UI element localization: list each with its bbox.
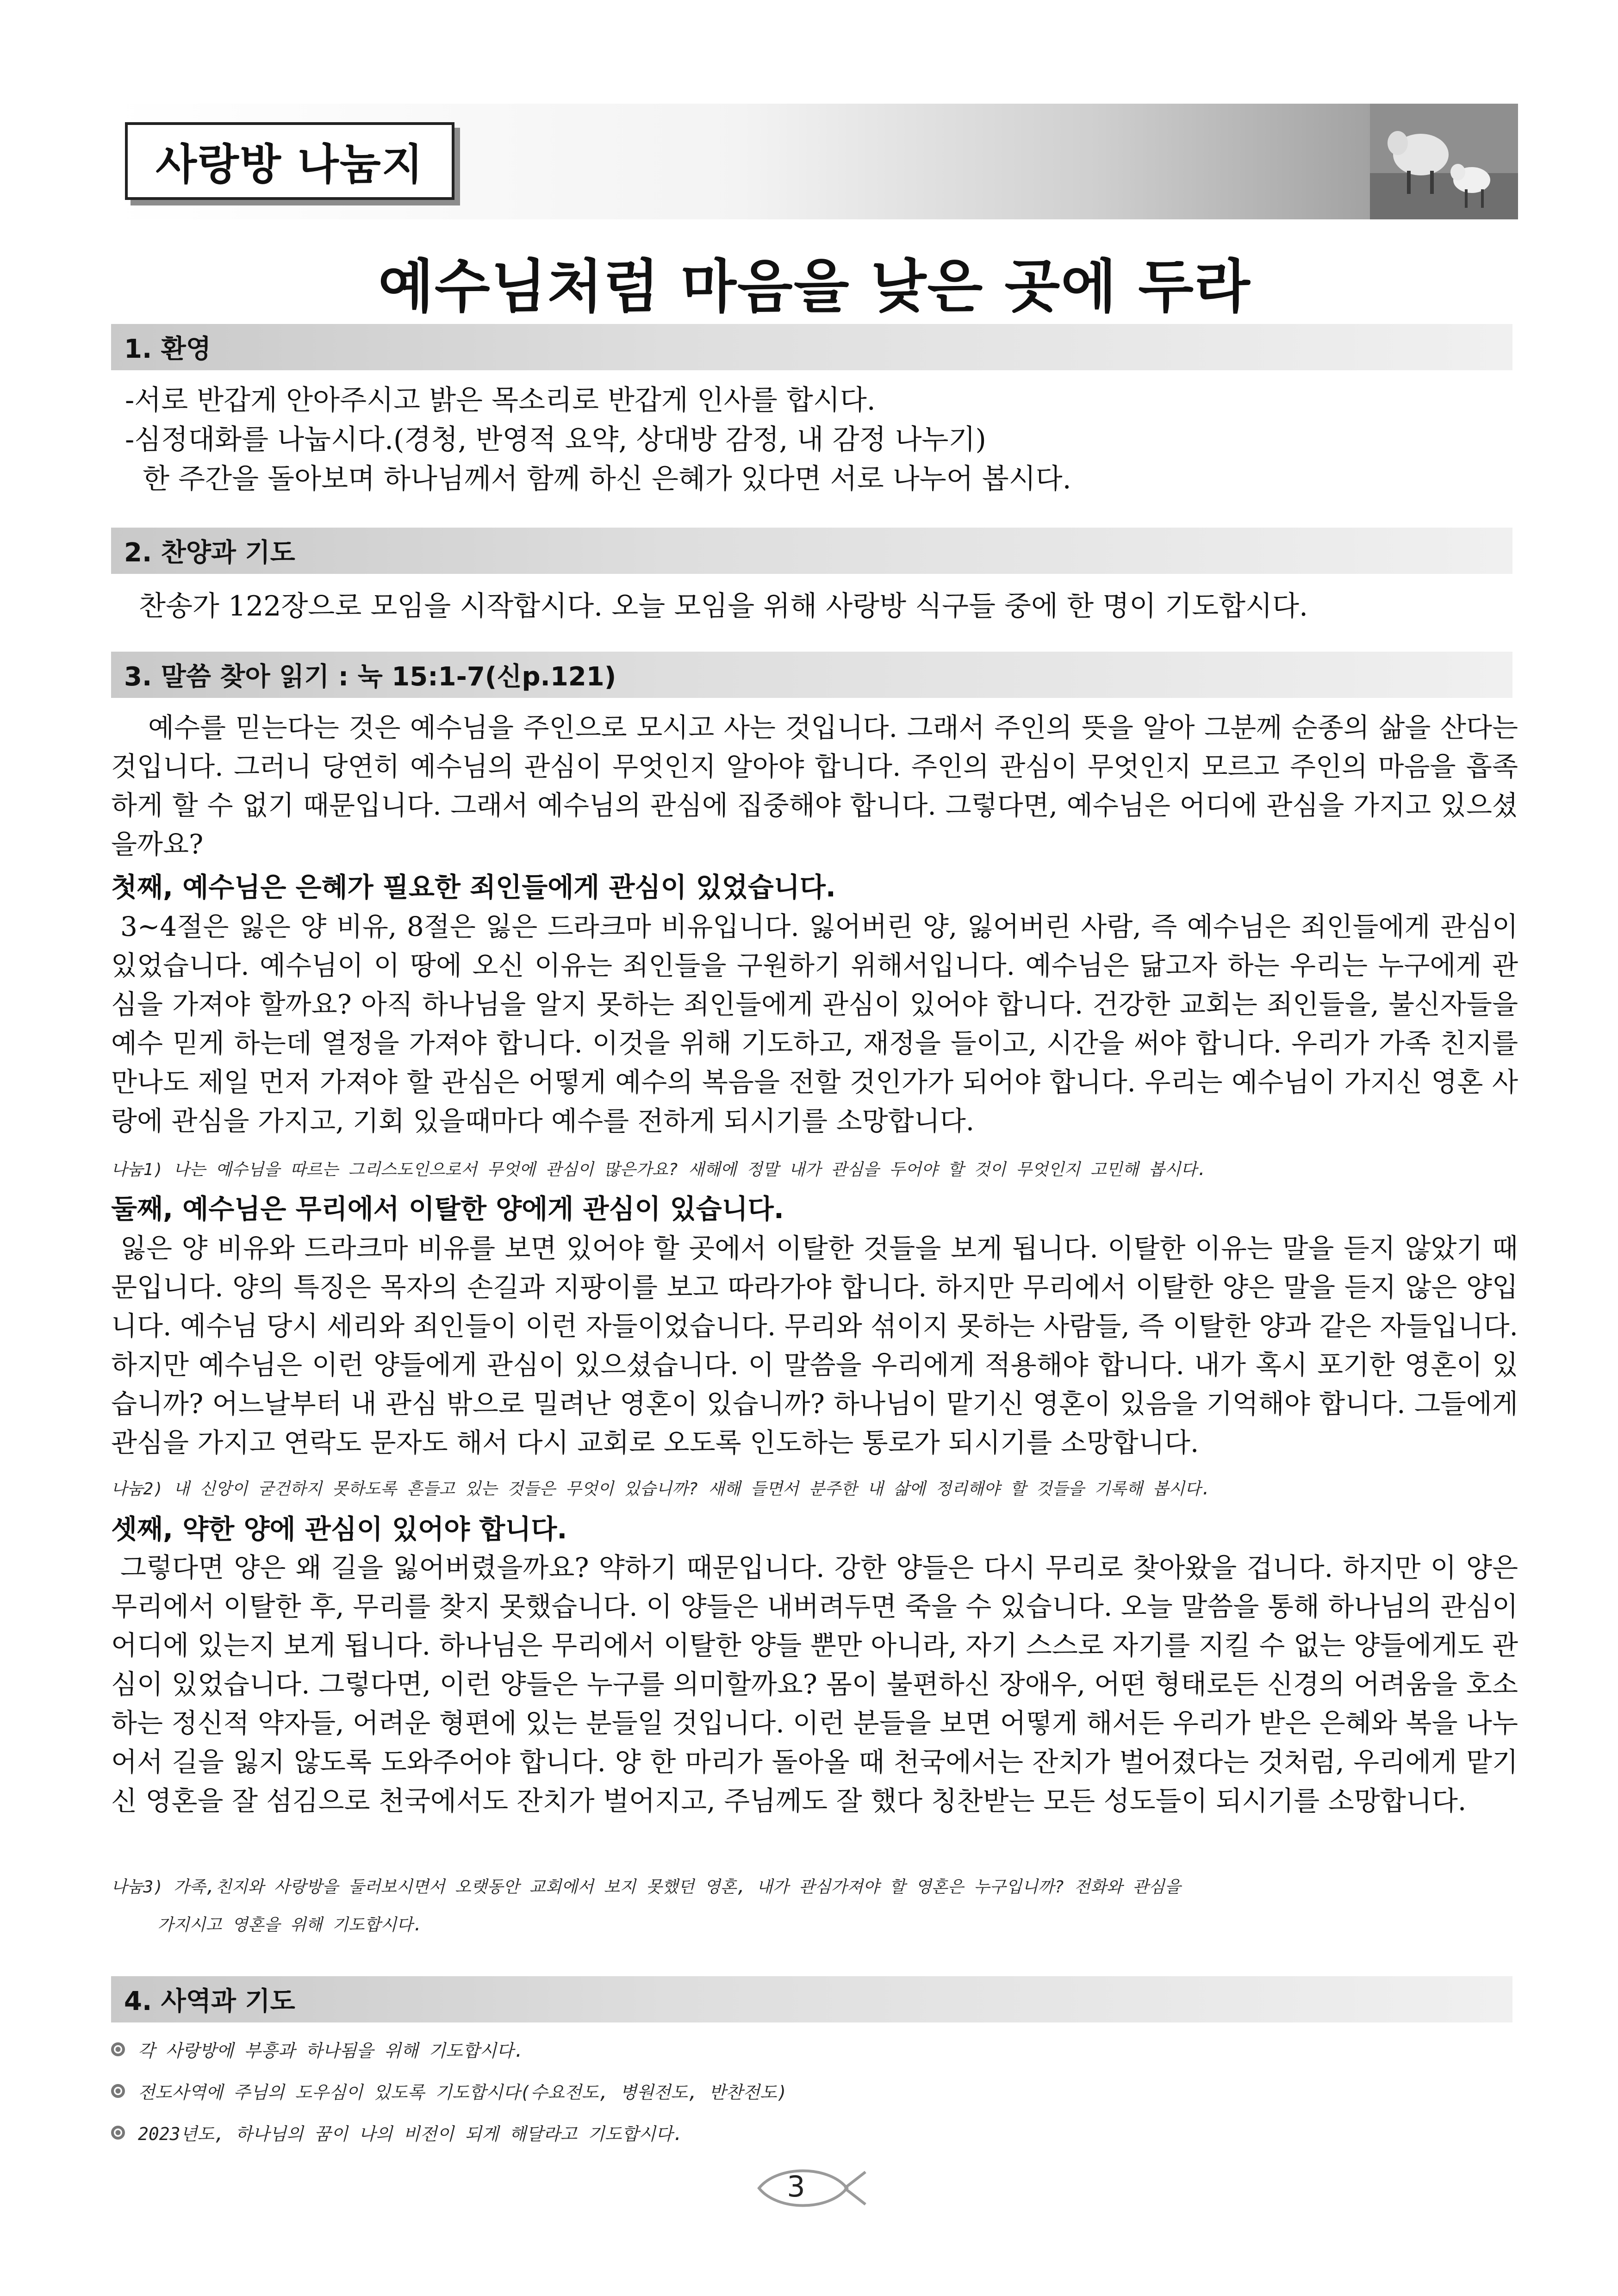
bullet-icon <box>111 2126 125 2140</box>
prayer-item-text: 2023년도, 하나님의 꿈이 나의 비전이 되게 해달라고 기도합시다. <box>138 2124 684 2144</box>
point-1-body: 3~4절은 잃은 양 비유, 8절은 잃은 드라크마 비유입니다. 잃어버린 양, 잃어버린 사람, 즉 예수님은 죄인들에게 관심이 있었습니다. 예수님이 이 땅에 오신 이유는 죄인들을 구원하기 위해서입니다. 예수님은 닮고자 하는 우리는 누구에게 관심을 가져야 할까요? 아직 하나님을 알지 못하는 죄인들에게 관심이 있어야 합니다. 건강한 교회는 죄인들을, 불신자들을 예수 믿게 하는데 열정을 가져야 합니다. 이것을 위해 기도하고, 재정을 들이고, 시간을 써야 합니다. 우리가 가족 친지를 만나도 제일 먼저 가져야 할 관심은 어떻게 예수의 복음을 전할 것인가가 되어야 합니다. 우리는 예수님이 가지신 영혼 사랑에 관심을 가지고, 기회 있을때마다 예수를 전하게 되시기를 소망합니다. <box>111 911 1518 1137</box>
page-number: 3 <box>787 2170 805 2203</box>
bullet-icon <box>111 2084 125 2098</box>
section-welcome-header <box>111 324 1512 370</box>
sermon-title: 예수님처럼 마음을 낮은 곳에 두라 <box>378 254 1251 320</box>
prayer-item-text: 전도사역에 주님의 도우심이 있도록 기도합시다(수요전도, 병원전도, 반찬전도) <box>138 2082 788 2103</box>
sharing-note-1: 나눔1) 나는 예수님을 따르는 그리스도인으로서 무엇에 관심이 많은가요? 새해에 정말 내가 관심을 두어야 할 것이 무엇인지 고민해 봅시다. <box>111 1160 1207 1179</box>
prayer-item <box>111 2036 524 2062</box>
prayer-item <box>111 2120 683 2145</box>
sharing-note-3-line-2: 가지시고 영혼을 위해 기도합시다. <box>157 1916 423 1935</box>
point-3-title: 셋째, 약한 양에 관심이 있어야 합니다. <box>111 1513 567 1545</box>
welcome-line-3: 한 주간을 돌아보며 하나님께서 함께 하신 은혜가 있다면 서로 나누어 봅시다. <box>125 463 1071 495</box>
sheep-photo <box>1370 104 1518 219</box>
section-praise-heading: 2. 찬양과 기도 <box>124 538 295 568</box>
point-3-body: 그렇다면 양은 왜 길을 잃어버렸을까요? 약하기 때문입니다. 강한 양들은 다시 무리로 찾아왔을 겁니다. 하지만 이 양은 무리에서 이탈한 후, 무리를 찾지 못했습니다. 이 양들은 내버려두면 죽을 수 있습니다. 오늘 말씀을 통해 하나님의 관심이 어디에 있는지 보게 됩니다. 하나님은 무리에서 이탈한 양들 뿐만 아니라, 자기 스스로 자기를 지킬 수 없는 양들에게도 관심이 있었습니다. 그렇다면, 이런 양들은 누구를 의미할까요? 몸이 불편하신 장애우, 어떤 형태로든 신경의 어려움을 호소하는 정신적 약자들, 어려운 형편에 있는 분들일 것입니다. 이런 분들을 보면 어떻게 해서든 우리가 받은 은혜와 복을 나누어서 길을 잃지 않도록 도와주어야 합니다. 양 한 마리가 돌아올 때 천국에서는 잔치가 벌어졌다는 것처럼, 우리에게 맡기신 영혼을 잘 섬김으로 천국에서도 잔치가 벌어지고, 주님께도 잘 했다 칭찬받는 모든 성도들이 되시기를 소망합니다. <box>111 1552 1518 1817</box>
section-ministry-heading: 4. 사역과 기도 <box>124 1986 295 2016</box>
point-1-title: 첫째, 예수님은 은혜가 필요한 죄인들에게 관심이 있었습니다. <box>111 871 836 903</box>
prayer-item <box>111 2078 787 2103</box>
prayer-item-text: 각 사랑방에 부흥과 하나됨을 위해 기도합시다. <box>138 2041 524 2061</box>
welcome-line-1: -서로 반갑게 안아주시고 밝은 목소리로 반갑게 인사를 합시다. <box>125 384 876 417</box>
section-welcome-heading: 1. 환영 <box>124 334 211 364</box>
section-praise-header <box>111 528 1512 574</box>
section-ministry-header <box>111 1976 1512 2022</box>
section-word-heading: 3. 말씀 찾아 읽기 : 눅 15:1-7(신p.121) <box>124 662 616 692</box>
word-intro: 예수를 믿는다는 것은 예수님을 주인으로 모시고 사는 것입니다. 그래서 주인의 뜻을 알아 그분께 순종의 삶을 산다는 것입니다. 그러니 당연히 예수님의 관심이 무엇인지 알아야 합니다. 주인의 관심이 무엇인지 모르고 주인의 마음을 흡족하게 할 수 없기 때문입니다. 그래서 예수님의 관심에 집중해야 합니다. 그렇다면, 예수님은 어디에 관심을 가지고 있으셨을까요? <box>111 712 1518 860</box>
header-banner <box>111 104 1518 219</box>
point-2-body: 잃은 양 비유와 드라크마 비유를 보면 있어야 할 곳에서 이탈한 것들을 보게 됩니다. 이탈한 이유는 말을 듣지 않았기 때문입니다. 양의 특징은 목자의 손길과 지팡이를 보고 따라가야 합니다. 하지만 무리에서 이탈한 양은 말을 듣지 않은 양입니다. 예수님 당시 세리와 죄인들이 이런 자들이었습니다. 무리와 섞이지 못하는 사람들, 즉 이탈한 양과 같은 자들입니다. 하지만 예수님은 이런 양들에게 관심이 있으셨습니다. 이 말씀을 우리에게 적용해야 합니다. 내가 혹시 포기한 영혼이 있습니까? 어느날부터 내 관심 밖으로 밀려난 영혼이 있습니까? 하나님이 맡기신 영혼이 있음을 기억해야 합니다. 그들에게 관심을 가지고 연락도 문자도 해서 다시 교회로 오도록 인도하는 통로가 되시기를 소망합니다. <box>111 1232 1518 1458</box>
header-badge-label: 사랑방 나눔지 <box>156 140 424 189</box>
section-word-header <box>111 652 1512 698</box>
header-badge <box>125 122 454 200</box>
sharing-note-2: 나눔2) 내 신앙이 굳건하지 못하도록 흔들고 있는 것들은 무엇이 있습니까? 새해 들면서 분주한 내 삶에 정리해야 할 것들을 기록해 봅시다. <box>111 1480 1211 1499</box>
bullet-icon <box>111 2042 125 2056</box>
point-2-title: 둘째, 예수님은 무리에서 이탈한 양에게 관심이 있습니다. <box>111 1193 784 1225</box>
welcome-line-2: -심정대화를 나눕시다.(경청, 반영적 요약, 상대방 감정, 내 감정 나누기) <box>125 423 986 456</box>
sharing-note-3-line-1: 나눔3) 가족,친지와 사랑방을 둘러보시면서 오랫동안 교회에서 보지 못했던 영혼, 내가 관심가져야 할 영혼은 누구입니까? 전화와 관심을 <box>111 1878 1181 1897</box>
page-number-badge <box>750 2160 870 2216</box>
praise-line: 찬송가 122장으로 모임을 시작합시다. 오늘 모임을 위해 사랑방 식구들 중에 한 명이 기도합시다. <box>139 590 1308 622</box>
